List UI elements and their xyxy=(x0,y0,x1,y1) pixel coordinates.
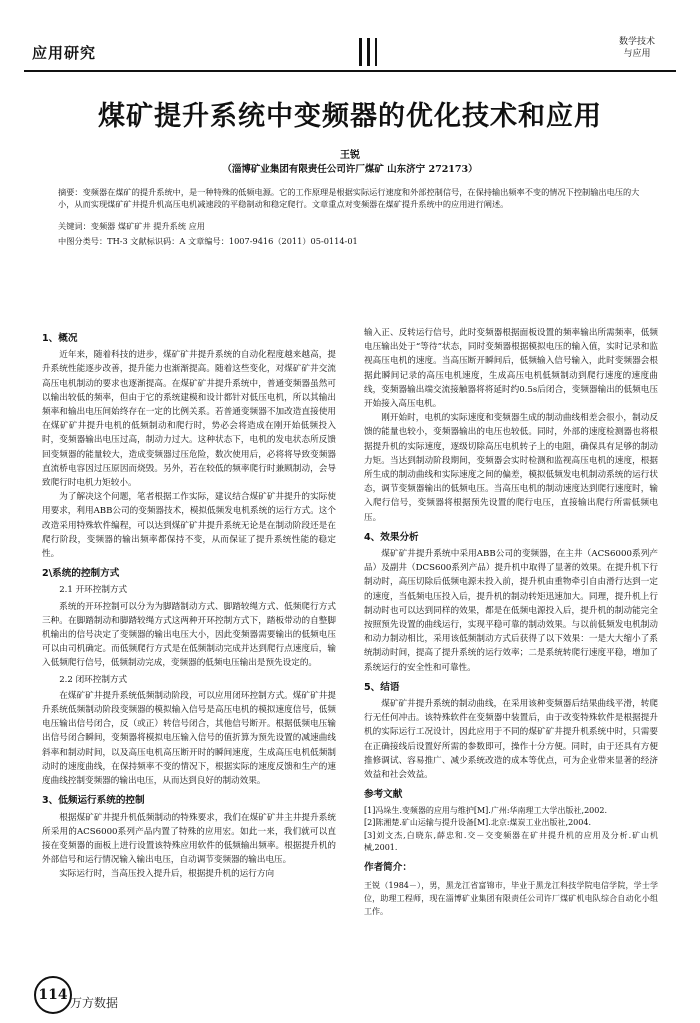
reference-item: [1]冯垛生.变频器的应用与维护[M].广州:华南理工大学出版社,2002. xyxy=(364,805,607,815)
header-rule xyxy=(24,70,676,72)
page-number: 114 xyxy=(34,976,72,1014)
paragraph: 煤矿矿井提升系统的制动曲线，在采用该种变频器后结果曲线平滑，转爬行无任何冲击。该特殊软件在变频器中装置后，由于改变特殊软件是根据提升机的实际运行工况设计，因此应用于不同的煤矿矿井提升机系统中时，只需要在正确接线后设置好所需的参数即可，操作十分方便。同时，由于还具有方便推修调试、容易推广、减少系统改造的成本等优点，可为企业带来显著的经济效益和社会效益。 xyxy=(364,699,658,781)
abstract: 摘要：变频器在煤矿的提升系统中，是一种特殊的低频电源。它的工作原理是根据实际运行速度和外部控制信号，在保持输出频率不变的情况下控制输出电压的大小，从而实现煤矿矿井提升机高压电机减速段的平稳制动和稳定爬行。文章重点对变频器在煤矿提升系统中的应用进行阐述。 xyxy=(58,187,640,209)
watermark: 万方数据 xyxy=(70,996,119,1010)
reference-item: [3]刘文杰,白晓东,薛忠和.交－交变频器在矿井提升机的应用及分析.矿山机械,2001. xyxy=(364,830,658,852)
paragraph: 在煤矿矿井提升系统低频制动阶段，可以应用闭环控制方式。煤矿矿井提升系统低频制动阶段变频器的模拟输入信号是高压电机的模拟速度信号，低频电压输出信号闭合，反（或正）转信号闭合，其他信号断开。根据低频电压输出信号闭合瞬间，变频器将模拟电压输入信号的值折算为预先设置的减速曲线斜率和制动时间，以及高压电机高压断开时的瞬间速度，生成高压电机低频制动时的速度曲线，在保持频率不变的情况下，根据实际的速度反馈和生产的速度曲线控制变频器的输出电压，从而达到良好的制动效果。 xyxy=(42,690,336,787)
header-bars-decoration xyxy=(359,38,383,66)
paragraph: 实际运行时，当高压投入提升后，根据提升机的运行方向 xyxy=(59,869,275,880)
paragraph: 系统的开环控制可以分为为脚踏制动方式、脚踏较绳方式、低频爬行方式三种。在脚踏制动和脚踏较绳方式这两种开环控制方式下，踏板带动的自整脚机输出的信号决定了变频器的输出电压大小，因此变频器需要输出的低频电压可以由司机确定。而低频爬行方式是在低频制动完成并达到爬行点速度后，输入低频爬行信号，低频制动完成，变频器的低频电压输出是预先设定的。 xyxy=(42,601,336,669)
reference-item: [2]陈湘楚.矿山运输与提升设备[M].北京:煤炭工业出版社,2004. xyxy=(364,818,591,827)
section-heading: 2\系统的控制方式 xyxy=(42,568,120,580)
section-heading: 3、低频运行系统的控制 xyxy=(42,795,145,807)
article-title: 煤矿提升系统中变频器的优化技术和应用 xyxy=(98,101,602,132)
author: 王锐 xyxy=(340,150,360,161)
affiliation: （淄博矿业集团有限责任公司许厂煤矿 山东济宁 272173） xyxy=(222,164,478,175)
logo-line2: 与应用 xyxy=(623,49,651,59)
author-bio-heading: 作者简介： xyxy=(364,861,412,873)
right-column xyxy=(364,326,658,918)
paragraph: 煤矿矿井提升系统中采用ABB公司的变频器，在主井（ACS6000系列产品）及副井（DCS600系列产品）提升机中取得了显著的效果。在提升机下行制动时，高压切除后低频电源未投入前，提升机由重物牵引自由滑行达到一定的速度，当低频电压投入后，提升机的制动转矩迅速加大。同理，提升机上行制动时也可以达到同样的效果，都是在低频电源投入后，提升机的制动能完全按照预先设置的曲线运行，实现平稳可靠的制动效果。与以前低频发电机制动和动力制动相比，采用该低频制动方式后获得了以下效果：一是大大缩小了系统制动时间，提高了提升系统的运行效率；二是系统转爬行速度平稳，增加了系统运行的安全性和可靠性。 xyxy=(364,549,658,673)
section-heading: 1、概况 xyxy=(42,333,78,344)
author-bio: 王锐（1984－），男，黑龙江省富锦市，毕业于黑龙江科技学院电信学院，学士学位，助理工程师，现在淄博矿业集团有限责任公司许厂煤矿机电队综合自动化小组工作。 xyxy=(364,880,658,916)
references-heading: 参考文献 xyxy=(364,789,403,801)
logo-line1: 数学技术 xyxy=(618,37,655,47)
section-heading: 5、结语 xyxy=(364,681,400,693)
paragraph: 为了解决这个问题，笔者根据工作实际，建议结合煤矿矿井提升的实际使用要求，利用ABB公司的变频器技术，模拟低频发电机系统的运行方式。这个改造采用特殊软件编程，可以达到煤矿矿井提升系统无论是在制动阶段还是在爬行阶段，变频器的输出频率都保持不变，从而保证了提升系统性能的稳定性。 xyxy=(42,492,336,560)
section-heading: 4、效果分析 xyxy=(364,531,419,543)
left-column xyxy=(42,326,336,882)
keywords: 关键词：变频器 煤矿矿井 提升系统 应用 xyxy=(58,221,205,231)
paragraph: 根据煤矿矿井提升机低频制动的特殊要求，我们在煤矿矿井主井提升系统所采用的ACS6000系列产品内置了特殊的应用宏。如此一来，我们就可以直接在变频器的面板上进行设置该特殊应用软件的低频输出频率。根据提升机的外部信号和运行情况输入输出电压，自动调节变频器的输出电压。 xyxy=(42,812,336,866)
paragraph: 近年来，随着科技的进步，煤矿矿井提升系统的自动化程度越来越高，提升系统性能逐步改善，提升能力也渐渐提高。随着这些变化，对煤矿矿井交流高压电机制动的要求也逐渐提高。在煤矿矿井提升系统中，普通变频器虽然可以输出较低的频率，但由于它的系统建模和设计都针对低压电机，所以其输出频率和输出电压间始终存在一定的比例关系。若普通变频器不加改造直接使用在煤矿矿井提升电机的低频制动和爬行时，势必会将造成在刚开始低频投入时，变频器输出电压过高，制动力过大。这种状态下，电机的发电状态所反馈回变频器的能量较大，造成变频器过压危险，数次使用后，必将将导致变频器直流桥电容因过压原因而烧毁。另外，若在较低的频率爬行时兼顾制动，会导致爬行时电机力矩较小。 xyxy=(42,350,336,489)
subsection-heading: 2.1 开环控制方式 xyxy=(59,585,128,596)
section-label: 应用研究 xyxy=(32,44,97,62)
paragraph: 刚开始时，电机的实际速度和变频器生成的制动曲线相差会很小，制动反馈的能量也较小，变频器输出的电压也较低。同时，外部的速度检测器也将根据提升机的实际速度，逐级切除高压电机转子上的电阻，确保具有足够的制动力矩。当达到制动阶段期间，变频器会实时检测和监视高压电机的速度，根据所生成的制动曲线和实际速度之间的偏差，模拟低频发电机制动系统的运行状态，调节变频器输出的低频电压。当高压电机的制动速度达到爬行速度时，输入爬行信号，变频器将根据预先设置的爬行电压，直接输出爬行所需低频电压。 xyxy=(364,413,658,523)
journal-logo xyxy=(602,36,672,66)
subsection-heading: 2.2 闭环控制方式 xyxy=(59,674,128,685)
paragraph: 输入正、反转运行信号，此时变频器根据面板设置的频率输出所需频率，低频电压输出处于“等待”状态，同时变频器根据模拟电压的输入值，实时记录和监视高压电机的速度。当高压断开瞬间后，低频输入信号输入，此时变频器会根据此瞬间记录的高压电机速度，生成高压电机低频制动到爬行速度的速度曲线，变频器输出端交流接触器将将延时约0.5s后闭合，变频器输出的低频电压开始接入高压电机。 xyxy=(364,328,658,410)
classification: 中图分类号：TH-3 文献标识码：A 文章编号：1007-9416（2011）05-0114-01 xyxy=(58,236,358,246)
running-header xyxy=(24,34,676,74)
